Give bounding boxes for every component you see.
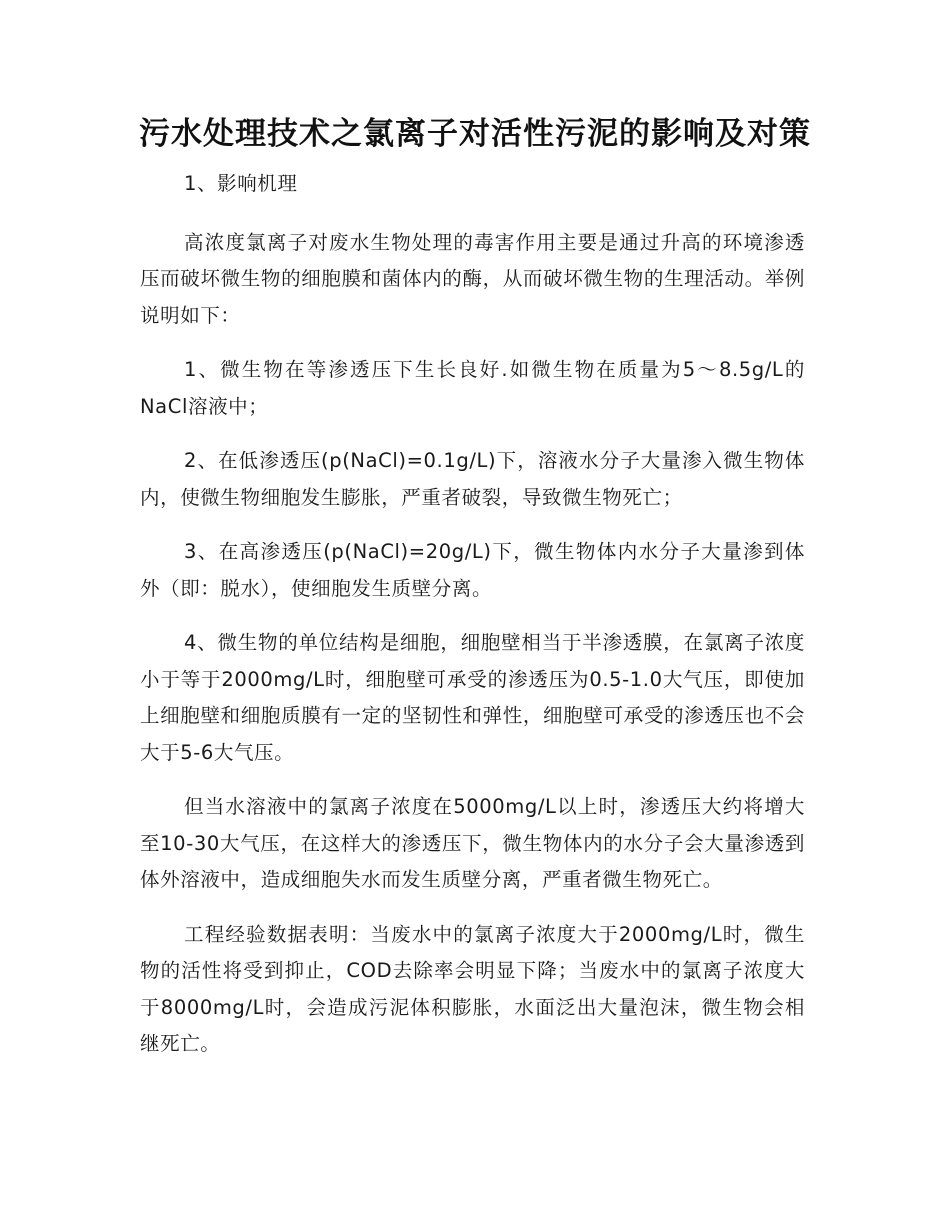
paragraph-high-concentration: 但当水溶液中的氯离子浓度在5000mg/L以上时，渗透压大约将增大至10-30大气压，在这样大的渗透压下，微生物体内的水分子会大量渗透到体外溶液中，造成细胞失水而发生质壁分离，严重者微生物死亡。: [140, 795, 805, 891]
document-body: [140, 166, 805, 1063]
paragraph-point-2: 2、在低渗透压(p(NaCl)=0.1g/L)下，溶液水分子大量渗入微生物体内，使微生物细胞发生膨胀，严重者破裂，导致微生物死亡；: [140, 449, 805, 509]
paragraph-point-3: 3、在高渗透压(p(NaCl)=20g/L)下，微生物体内水分子大量渗到体外（即：脱水），使细胞发生质壁分离。: [140, 540, 805, 600]
paragraph-intro: 高浓度氯离子对废水生物处理的毒害作用主要是通过升高的环境渗透压而破坏微生物的细胞膜和菌体内的酶，从而破坏微生物的生理活动。举例说明如下：: [140, 230, 805, 327]
paragraph-point-4: 4、微生物的单位结构是细胞，细胞壁相当于半渗透膜，在氯离子浓度小于等于2000mg/L时，细胞壁可承受的渗透压为0.5-1.0大气压，即使加上细胞壁和细胞质膜有一定的坚韧性和弹性，细胞壁可承受的渗透压也不会大于5-6大气压。: [140, 631, 805, 764]
paragraph-engineering-data: 工程经验数据表明：当废水中的氯离子浓度大于2000mg/L时，微生物的活性将受到抑止，COD去除率会明显下降；当废水中的氯离子浓度大于8000mg/L时，会造成污泥体积膨胀，水面泛出大量泡沫，微生物会相继死亡。: [140, 922, 805, 1055]
document-title: 污水处理技术之氯离子对活性污泥的影响及对策: [139, 116, 811, 152]
paragraph-point-1: 1、微生物在等渗透压下生长良好.如微生物在质量为5～8.5g/L的NaCl溶液中；: [140, 358, 805, 418]
section-heading: 1、影响机理: [184, 172, 298, 195]
